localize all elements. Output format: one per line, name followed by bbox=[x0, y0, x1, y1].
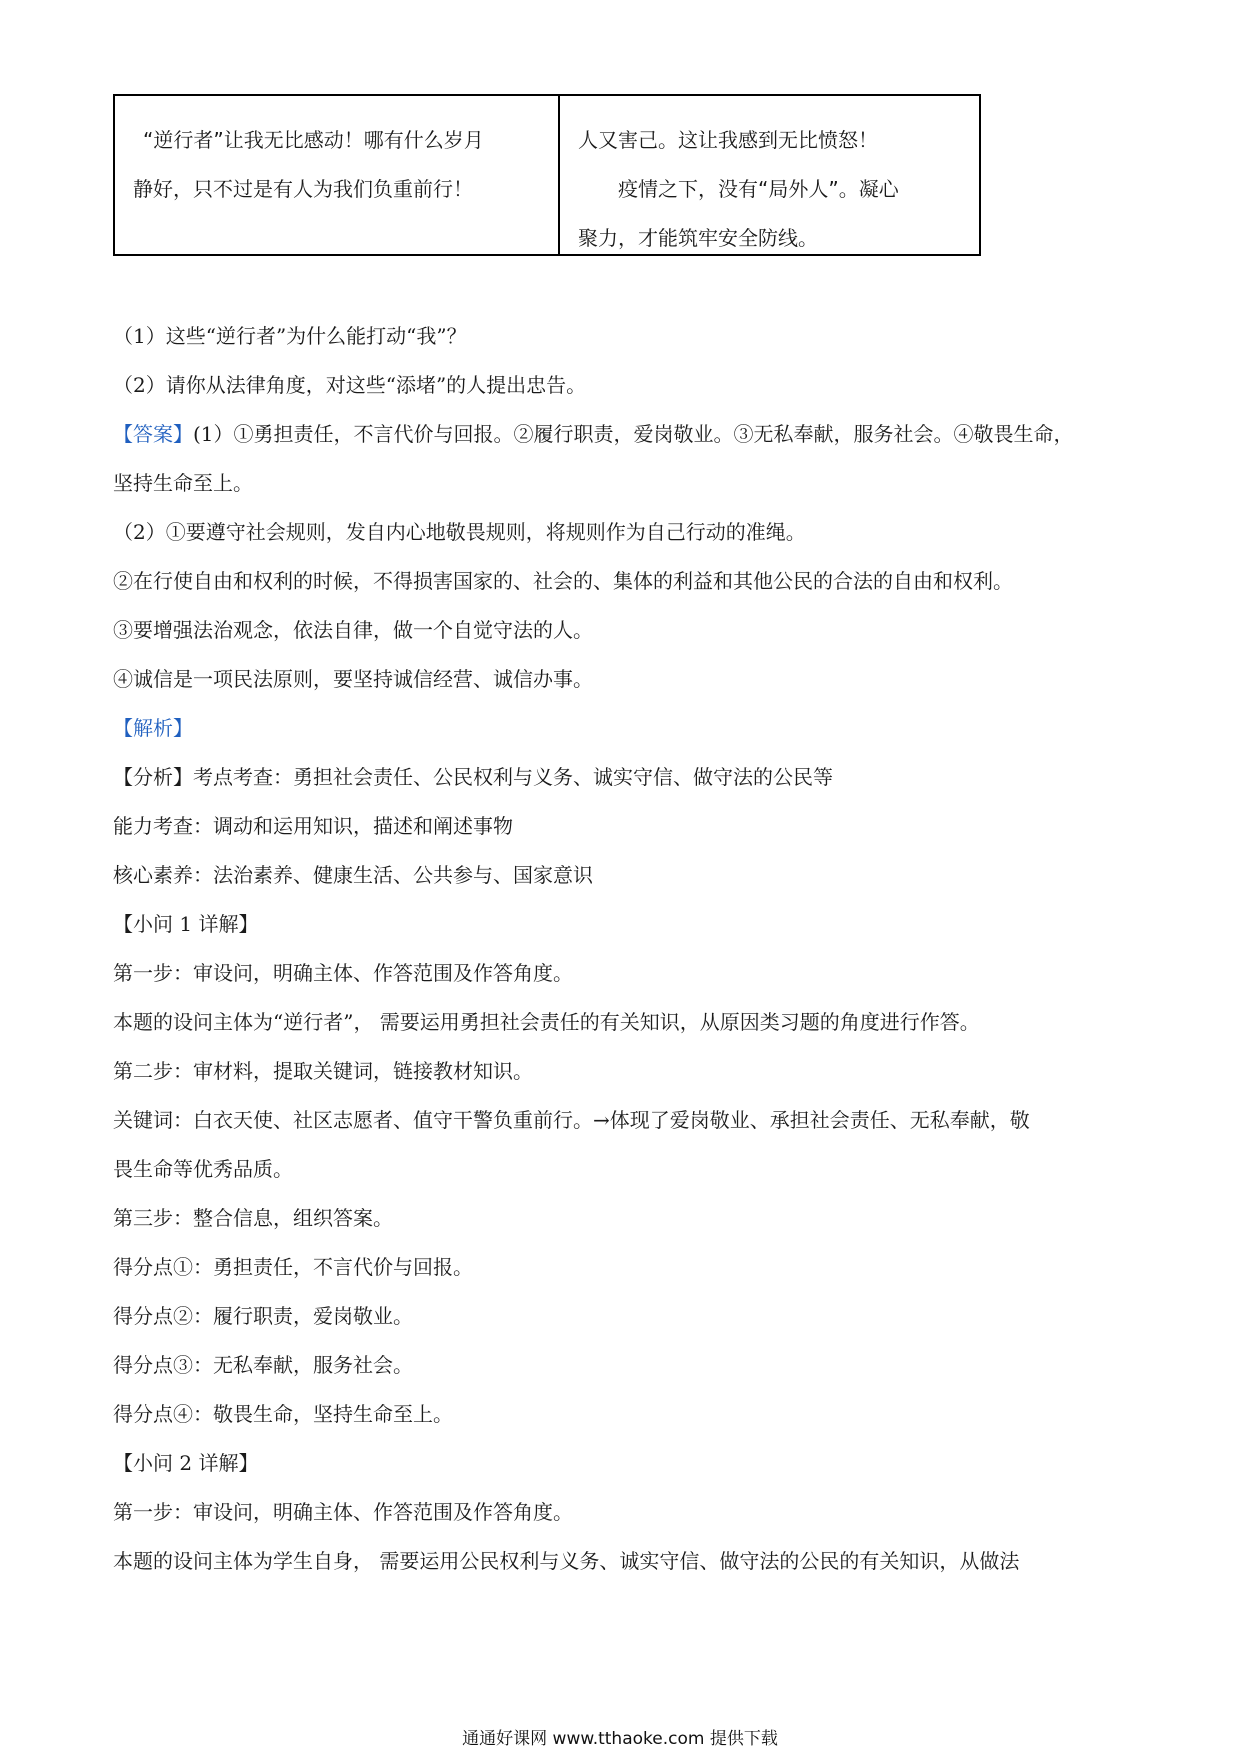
question-1: （1）这些“逆行者”为什么能打动“我”？ bbox=[113, 324, 467, 348]
table-text: 静好，只不过是有人为我们负重前行！ bbox=[133, 177, 473, 201]
analysis-line: 畏生命等优秀品质。 bbox=[113, 1157, 293, 1181]
table-cell-left bbox=[115, 96, 560, 254]
analysis-line: 能力考查：调动和运用知识，描述和阐述事物 bbox=[113, 814, 513, 838]
analysis-line: 得分点①：勇担责任，不言代价与回报。 bbox=[113, 1255, 473, 1279]
material-table bbox=[113, 94, 981, 256]
analysis-line: 本题的设问主体为学生自身， 需要运用公民权利与义务、诚实守信、做守法的公民的有关知识，从做法 bbox=[113, 1549, 1020, 1573]
table-text: 聚力，才能筑牢安全防线。 bbox=[578, 226, 818, 250]
analysis-line: 第一步：审设问，明确主体、作答范围及作答角度。 bbox=[113, 961, 573, 985]
analysis-tag: 【解析】 bbox=[113, 716, 193, 740]
table-cell-right bbox=[560, 96, 979, 254]
page-footer: 通通好课网 www.tthaoke.com 提供下载 bbox=[462, 1729, 778, 1749]
table-text: 人又害己。这让我感到无比愤怒！ bbox=[578, 128, 878, 152]
analysis-line: 【分析】考点考查：勇担社会责任、公民权利与义务、诚实守信、做守法的公民等 bbox=[113, 765, 833, 789]
answer-tag: 【答案】 bbox=[113, 422, 193, 446]
answer-text: (1）①勇担责任，不言代价与回报。②履行职责，爱岗敬业。③无私奉献，服务社会。④敬畏生命， bbox=[193, 422, 1074, 446]
analysis-line: 本题的设问主体为“逆行者”， 需要运用勇担社会责任的有关知识，从原因类习题的角度进行作答。 bbox=[113, 1010, 980, 1034]
answer-part2-line: （2）①要遵守社会规则，发自内心地敬畏规则，将规则作为自己行动的准绳。 bbox=[113, 520, 806, 544]
analysis-line: 得分点②：履行职责，爱岗敬业。 bbox=[113, 1304, 413, 1328]
analysis-line: 【小问 1 详解】 bbox=[113, 912, 259, 936]
answer-part2-line: ②在行使自由和权利的时候，不得损害国家的、社会的、集体的利益和其他公民的合法的自由和权利。 bbox=[113, 569, 1013, 593]
analysis-line: 核心素养：法治素养、健康生活、公共参与、国家意识 bbox=[113, 863, 593, 887]
analysis-line: 关键词：白衣天使、社区志愿者、值守干警负重前行。→体现了爱岗敬业、承担社会责任、无私奉献，敬 bbox=[113, 1108, 1030, 1132]
answer-part2-line: ④诚信是一项民法原则，要坚持诚信经营、诚信办事。 bbox=[113, 667, 593, 691]
analysis-line: 第二步：审材料，提取关键词，链接教材知识。 bbox=[113, 1059, 533, 1083]
table-text: “逆行者”让我无比感动！哪有什么岁月 bbox=[143, 128, 484, 152]
answer-line-1 bbox=[113, 419, 1074, 449]
answer-line-2: 坚持生命至上。 bbox=[113, 471, 253, 495]
analysis-line: 第一步：审设问，明确主体、作答范围及作答角度。 bbox=[113, 1500, 573, 1524]
analysis-line: 得分点③：无私奉献，服务社会。 bbox=[113, 1353, 413, 1377]
question-2: （2）请你从法律角度，对这些“添堵”的人提出忠告。 bbox=[113, 373, 587, 397]
analysis-line: 第三步：整合信息，组织答案。 bbox=[113, 1206, 393, 1230]
table-text: 疫情之下，没有“局外人”。凝心 bbox=[618, 177, 899, 201]
analysis-line: 【小问 2 详解】 bbox=[113, 1451, 259, 1475]
analysis-line: 得分点④：敬畏生命，坚持生命至上。 bbox=[113, 1402, 453, 1426]
answer-part2-line: ③要增强法治观念，依法自律，做一个自觉守法的人。 bbox=[113, 618, 593, 642]
